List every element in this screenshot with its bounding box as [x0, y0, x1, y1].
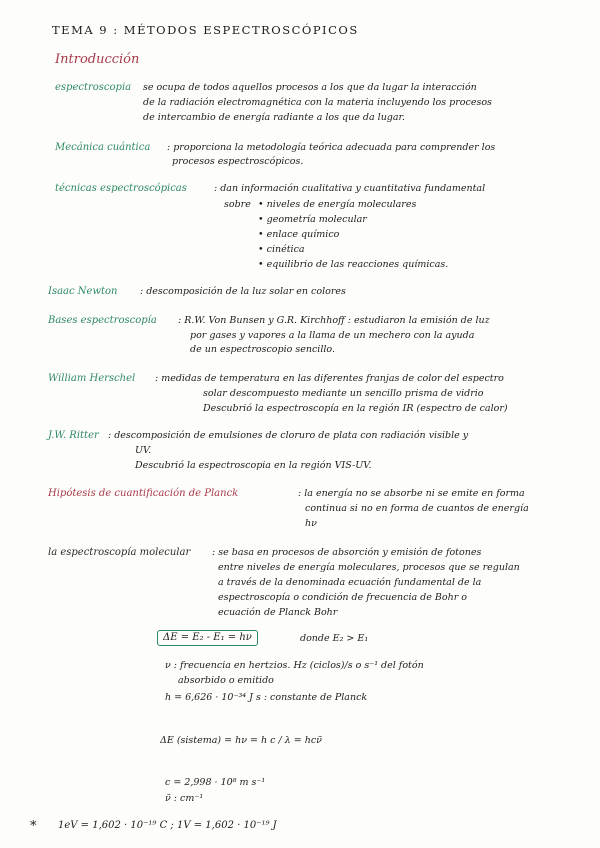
heading-introduccion: Introducción	[55, 52, 140, 67]
term-espectroscopia-molecular: la espectroscopía molecular	[48, 547, 191, 558]
bases-line-2: por gases y vapores a la llama de un mechero con la ayuda	[190, 330, 475, 341]
molecular-line-3: a través de la denominada ecuación fundamental de la	[218, 577, 482, 588]
nutilde-definition: ν̃ : cm⁻¹	[165, 793, 204, 804]
molecular-line-5: ecuación de Planck Bohr	[218, 607, 338, 618]
term-jw-ritter: J.W. Ritter	[48, 430, 99, 441]
molecular-line-4: espectroscopía o condición de frecuencia de Bohr o	[218, 592, 467, 603]
tecnicas-bullet-4: • cinética	[258, 244, 305, 255]
newton-text: : descomposición de la luz solar en colores	[140, 286, 346, 297]
term-hipotesis-planck: Hipótesis de cuantificación de Planck	[48, 488, 239, 499]
term-mecanica-cuantica: Mecánica cuántica	[55, 142, 151, 153]
term-tecnicas-espectroscopicas: técnicas espectroscópicas	[55, 183, 187, 194]
equation-condition: donde E₂ > E₁	[300, 633, 369, 644]
term-william-herschel: William Herschel	[48, 373, 136, 384]
tecnicas-bullet-1: • niveles de energía moleculares	[258, 199, 417, 210]
term-bases-espectroscopia: Bases espectroscopía	[48, 315, 157, 326]
mecanica-line-1: : proporciona la metodología teórica adecuada para comprender los	[167, 142, 496, 153]
term-espectroscopia: espectroscopia	[55, 82, 132, 93]
c-definition: c = 2,998 · 10⁸ m s⁻¹	[165, 777, 266, 788]
bases-line-3: de un espectroscopio sencillo.	[190, 344, 335, 355]
espectroscopia-line-1: se ocupa de todos aquellos procesos a los que da lugar la interacción	[143, 82, 477, 93]
delta-e-full-equation: ΔE (sistema) = hν = h c / λ = hcν̃	[160, 735, 322, 746]
asterisk-icon: *	[30, 819, 37, 834]
term-isaac-newton: Isaac Newton	[48, 286, 118, 297]
bases-line-1: : R.W. Von Bunsen y G.R. Kirchhoff : estudiaron la emisión de luz	[178, 315, 490, 326]
planck-line-3: hν	[305, 518, 317, 529]
ritter-line-1: : descomposición de emulsiones de cloruro de plata con radiación visible y	[108, 430, 469, 441]
page-title: TEMA 9 : MÉTODOS ESPECTROSCÓPICOS	[52, 23, 359, 37]
tecnicas-bullet-3: • enlace químico	[258, 229, 340, 240]
boxed-equation: ΔE = E₂ - E₁ = hν	[157, 630, 258, 646]
herschel-line-1: : medidas de temperatura en las diferentes franjas de color del espectro	[155, 373, 504, 384]
h-definition: h = 6,626 · 10⁻³⁴ J s : constante de Planck	[165, 692, 368, 703]
ev-conversion: 1eV = 1,602 · 10⁻¹⁹ C ; 1V = 1,602 · 10⁻¹⁹ J	[58, 820, 277, 831]
molecular-line-1: : se basa en procesos de absorción y emisión de fotones	[212, 547, 482, 558]
molecular-line-2: entre niveles de energía moleculares, procesos que se regulan	[218, 562, 520, 573]
nu-definition-2: absorbido o emitido	[178, 675, 274, 686]
ritter-line-2: UV.	[135, 445, 152, 456]
tecnicas-bullet-2: • geometría molecular	[258, 214, 367, 225]
herschel-line-3: Descubrió la espectroscopía en la región IR (espectro de calor)	[203, 403, 508, 414]
planck-line-1: : la energía no se absorbe ni se emite en forma	[298, 488, 525, 499]
espectroscopia-line-3: de intercambio de energía radiante a los que da lugar.	[143, 112, 406, 123]
mecanica-line-2: procesos espectroscópicos.	[172, 156, 304, 167]
ritter-line-3: Descubrió la espectroscopia en la región VIS-UV.	[135, 460, 372, 471]
planck-line-2: continua si no en forma de cuantos de energía	[305, 503, 529, 514]
tecnicas-line-1: : dan información cualitativa y cuantitativa fundamental	[214, 183, 486, 194]
tecnicas-bullet-5: • equilibrio de las reacciones químicas.	[258, 259, 449, 270]
herschel-line-2: solar descompuesto mediante un sencillo prisma de vidrio	[203, 388, 484, 399]
nu-definition: ν : frecuencia en hertzios. Hz (ciclos)/s o s⁻¹ del fotón	[165, 660, 424, 671]
espectroscopia-line-2: de la radiación electromagnética con la materia incluyendo los procesos	[143, 97, 492, 108]
tecnicas-line-2: sobre	[224, 199, 251, 210]
